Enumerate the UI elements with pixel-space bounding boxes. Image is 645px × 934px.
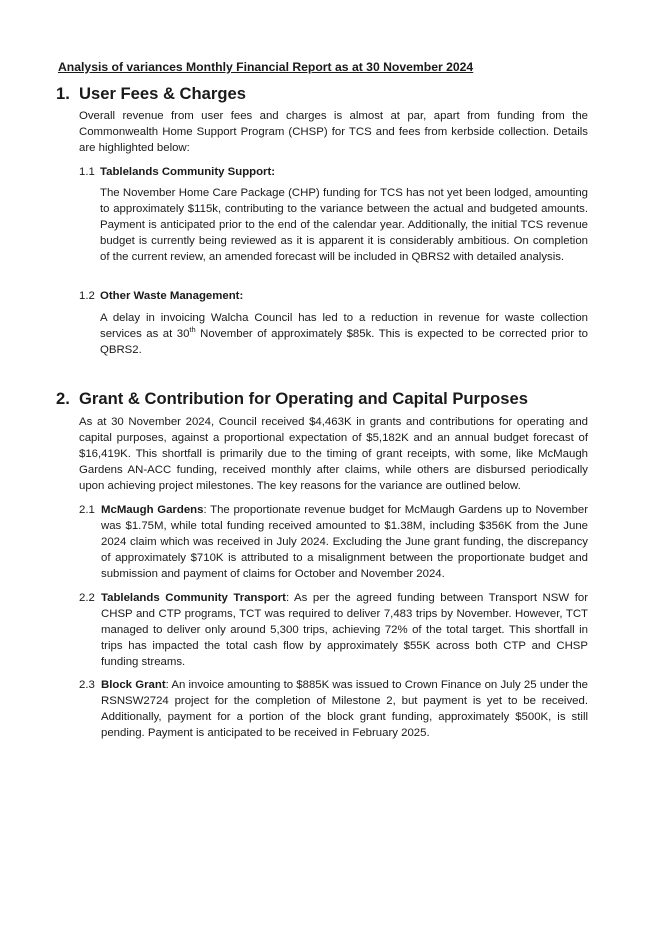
section-2-intro: As at 30 November 2024, Council received $4,463K in grants and contributions for operating and capital purposes, against a proportional expectation of $5,182K and an annual budget forecast of $16,419K. This shortfall is primarily due to the timing of grant receipts, with some, like McMaugh Gardens AN-ACC funding, received monthly after claims, while others are disbursed periodically upon achieving project milestones. The key reasons for the variance are outlined below. (79, 416, 588, 492)
item-2-3-text: : An invoice amounting to $885K was issued to Crown Finance on July 25 under the RSNSW2724 project for the completion of Milestone 2, but payment is yet to be received. Additionally, payment for a portion of the block grant funding, approximately $500K, is still pending. Payment is anticipated to be received in February 2025. (101, 679, 588, 739)
item-2-2-text: : As per the agreed funding between Transport NSW for CHSP and CTP programs, TCT was required to deliver 7,483 trips by November. However, TCT managed to deliver only around 5,300 trips, achieving 72% of the total target. This shortfall in trips has impacted the total cash flow by approximately $55K across both CTP and CHSP funding streams. (101, 592, 588, 668)
item-2-1-text: : The proportionate revenue budget for McMaugh Gardens up to November was $1.75M, while total funding received amounted to $1.38M, including $356K from the June 2024 claim which was received in July 2024. Excluding the June grant funding, the discrepancy of approximately $710K is attributed to a misalignment between the proportionate budget and submission and payment of claims for October and November 2024. (101, 504, 588, 580)
subsection-1-2-title: Other Waste Management: (100, 290, 244, 302)
subsection-1-2-body (100, 310, 588, 358)
subsection-1-1-heading (79, 164, 275, 180)
item-2-3-label: Block Grant (101, 679, 166, 691)
ordinal-suffix: th (189, 325, 196, 335)
subsection-1-2-body-end: November of approximately $85k. This is expected to be corrected prior to QBRS2. (100, 328, 588, 356)
section-1-intro: Overall revenue from user fees and charges is almost at par, apart from funding from the Commonwealth Home Support Program (CHSP) for TCS and fees from kerbside collection. Details are highlighted below: (79, 110, 588, 154)
section-2-heading (56, 389, 528, 409)
item-2-2-number: 2.2 (79, 592, 95, 604)
list-item-2-3 (79, 677, 588, 741)
item-2-1-number: 2.1 (79, 504, 95, 516)
subsection-1-1-body: The November Home Care Package (CHP) funding for TCS has not yet been lodged, amounting to approximately $115k, contributing to the variance between the actual and budgeted amounts. Payment is anticipated prior to the end of the calendar year. Additionally, the initial TCS revenue budget is currently being reviewed as it is apparent it is considerably ambitious. On completion of the current review, an amended forecast will be included in QBRS2 with detailed analysis. (100, 187, 588, 263)
section-1-heading (56, 84, 246, 104)
subsection-1-2-number: 1.2 (79, 290, 95, 302)
subsection-1-2-body-start: A delay in invoicing Walcha Council has led to a reduction in revenue for waste collection services as at 30 (100, 312, 588, 340)
item-2-3-number: 2.3 (79, 679, 95, 691)
list-item-2-1 (79, 502, 588, 582)
subsection-1-1-number: 1.1 (79, 166, 95, 178)
section-1-title: User Fees & Charges (79, 84, 246, 103)
subsection-1-1-title: Tablelands Community Support: (100, 166, 276, 178)
item-2-2-label: Tablelands Community Transport (101, 592, 286, 604)
item-2-1-label: McMaugh Gardens (101, 504, 204, 516)
section-2-title: Grant & Contribution for Operating and Capital Purposes (79, 389, 528, 408)
document-title: Analysis of variances Monthly Financial Report as at 30 November 2024 (58, 60, 474, 74)
section-1-number: 1. (56, 84, 70, 103)
list-item-2-2 (79, 590, 588, 670)
section-2-number: 2. (56, 389, 70, 408)
subsection-1-2-heading (79, 288, 243, 304)
